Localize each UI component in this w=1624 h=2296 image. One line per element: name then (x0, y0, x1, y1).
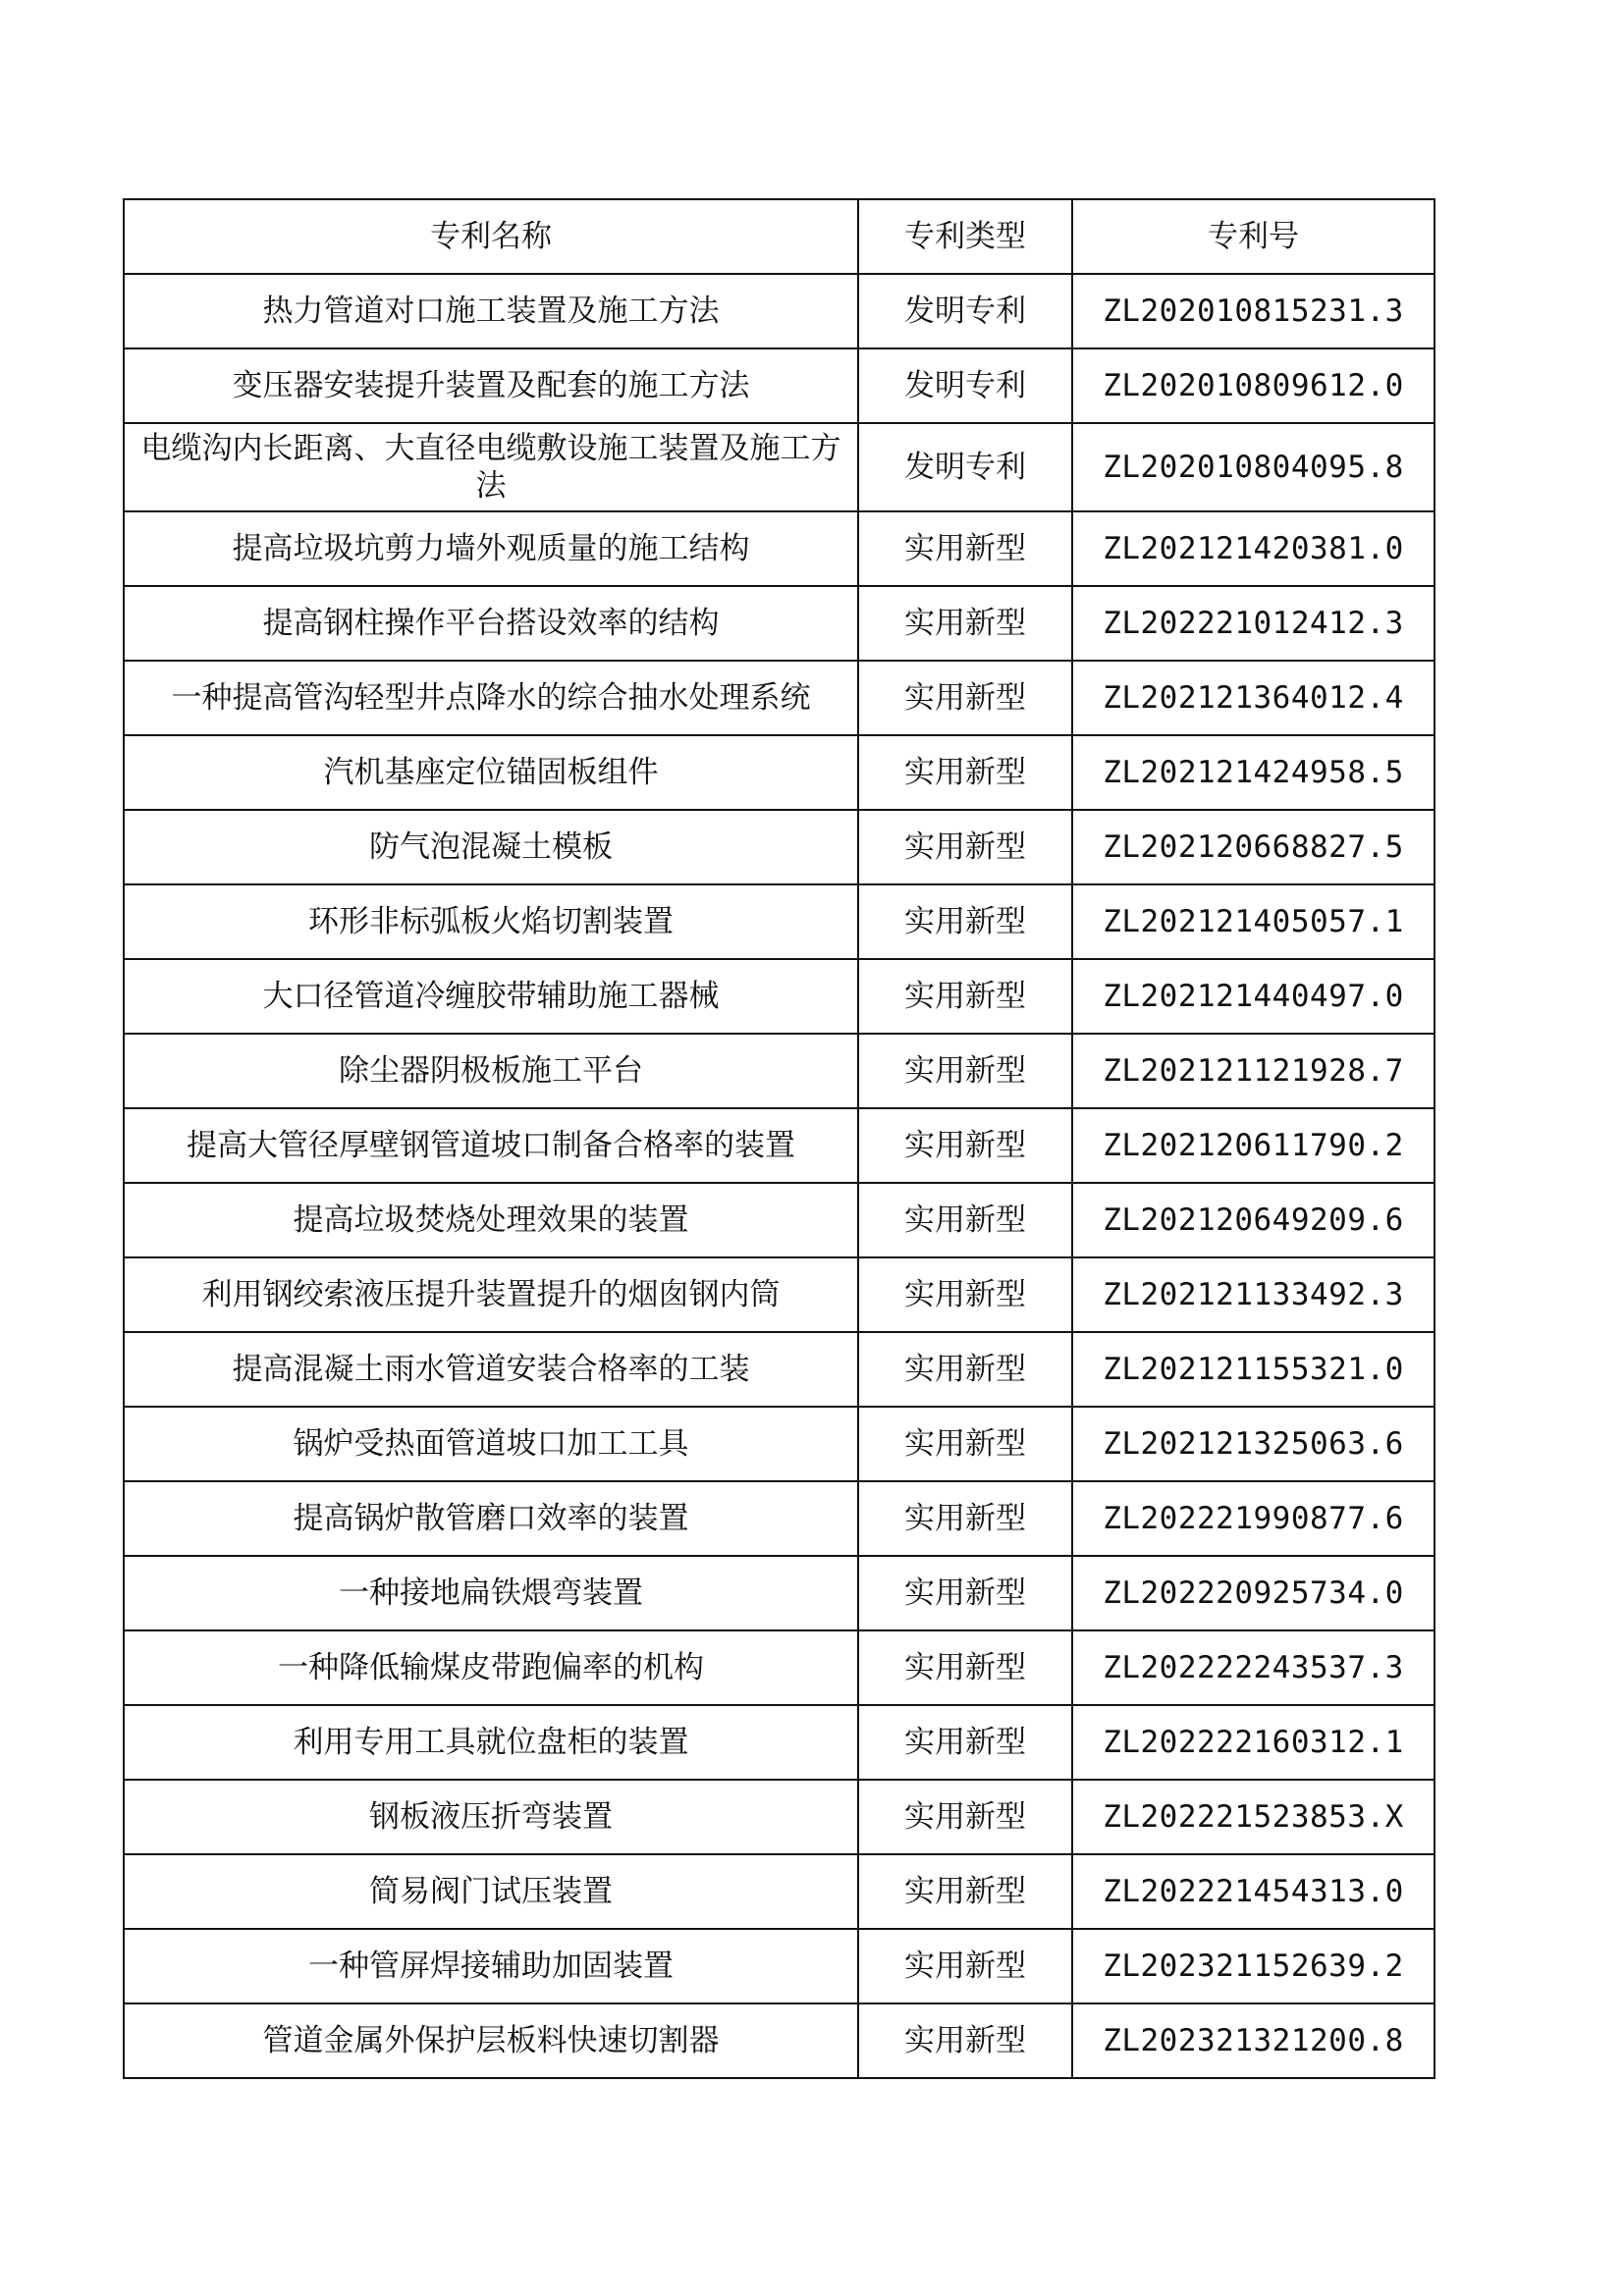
patent-number-cell: ZL202010809612.0 (1072, 348, 1435, 423)
table-row (124, 735, 1435, 810)
table-row (124, 1929, 1435, 2003)
table-row (124, 423, 1435, 511)
table-row (124, 1854, 1435, 1929)
patent-type-cell: 实用新型 (858, 1481, 1072, 1556)
patent-type-cell: 实用新型 (858, 661, 1072, 735)
patent-type-cell: 实用新型 (858, 1780, 1072, 1854)
table-row (124, 661, 1435, 735)
patent-type-cell: 实用新型 (858, 1332, 1072, 1407)
table-row (124, 1481, 1435, 1556)
patent-type-cell: 实用新型 (858, 1183, 1072, 1257)
table-row (124, 586, 1435, 661)
table-header-row (124, 199, 1435, 274)
patent-type-cell: 实用新型 (858, 810, 1072, 884)
patent-name-cell: 一种提高管沟轻型井点降水的综合抽水处理系统 (124, 661, 858, 735)
patent-name-cell: 提高锅炉散管磨口效率的装置 (124, 1481, 858, 1556)
patent-name-cell: 提高垃圾坑剪力墙外观质量的施工结构 (124, 511, 858, 586)
patent-name-cell: 除尘器阴极板施工平台 (124, 1034, 858, 1108)
patent-number-cell: ZL202120668827.5 (1072, 810, 1435, 884)
patent-name-cell: 大口径管道冷缠胶带辅助施工器械 (124, 959, 858, 1034)
patent-type-cell: 实用新型 (858, 1257, 1072, 1332)
patent-number-cell: ZL202221523853.X (1072, 1780, 1435, 1854)
patent-type-cell: 实用新型 (858, 586, 1072, 661)
patent-name-cell: 提高钢柱操作平台搭设效率的结构 (124, 586, 858, 661)
patent-type-cell: 实用新型 (858, 1705, 1072, 1780)
patent-type-cell: 实用新型 (858, 1407, 1072, 1481)
table-row (124, 1034, 1435, 1108)
patent-type-cell: 发明专利 (858, 274, 1072, 348)
patent-type-cell: 发明专利 (858, 348, 1072, 423)
patent-number-cell: ZL202222243537.3 (1072, 1630, 1435, 1705)
table-row (124, 1780, 1435, 1854)
patent-name-cell: 钢板液压折弯装置 (124, 1780, 858, 1854)
patent-type-cell: 实用新型 (858, 1034, 1072, 1108)
patent-type-cell: 发明专利 (858, 423, 1072, 511)
patent-name-cell: 提高混凝土雨水管道安装合格率的工装 (124, 1332, 858, 1407)
patent-number-cell: ZL202220925734.0 (1072, 1556, 1435, 1630)
patent-name-cell: 锅炉受热面管道坡口加工工具 (124, 1407, 858, 1481)
patent-name-cell: 管道金属外保护层板料快速切割器 (124, 2003, 858, 2078)
table-row (124, 1407, 1435, 1481)
patent-number-cell: ZL202121121928.7 (1072, 1034, 1435, 1108)
table-row (124, 348, 1435, 423)
patent-type-cell: 实用新型 (858, 735, 1072, 810)
patent-type-cell: 实用新型 (858, 1108, 1072, 1183)
patent-number-cell: ZL202321321200.8 (1072, 2003, 1435, 2078)
patent-number-cell: ZL202321152639.2 (1072, 1929, 1435, 2003)
patent-type-cell: 实用新型 (858, 959, 1072, 1034)
patent-name-cell: 提高大管径厚壁钢管道坡口制备合格率的装置 (124, 1108, 858, 1183)
patent-name-cell: 提高垃圾焚烧处理效果的装置 (124, 1183, 858, 1257)
patent-type-cell: 实用新型 (858, 1556, 1072, 1630)
patent-name-cell: 变压器安装提升装置及配套的施工方法 (124, 348, 858, 423)
table-row (124, 1183, 1435, 1257)
patent-type-cell: 实用新型 (858, 1929, 1072, 2003)
patent-name-cell: 环形非标弧板火焰切割装置 (124, 884, 858, 959)
patent-name-cell: 一种降低输煤皮带跑偏率的机构 (124, 1630, 858, 1705)
patent-number-cell: ZL202120649209.6 (1072, 1183, 1435, 1257)
table-row (124, 959, 1435, 1034)
header-patent-number: 专利号 (1072, 199, 1435, 274)
patent-number-cell: ZL202121405057.1 (1072, 884, 1435, 959)
patent-type-cell: 实用新型 (858, 2003, 1072, 2078)
table-row (124, 274, 1435, 348)
patent-number-cell: ZL202121364012.4 (1072, 661, 1435, 735)
patent-number-cell: ZL202010815231.3 (1072, 274, 1435, 348)
patent-name-cell: 防气泡混凝土模板 (124, 810, 858, 884)
table-row (124, 884, 1435, 959)
patent-number-cell: ZL202121440497.0 (1072, 959, 1435, 1034)
patent-name-cell: 热力管道对口施工装置及施工方法 (124, 274, 858, 348)
patent-name-cell: 利用专用工具就位盘柜的装置 (124, 1705, 858, 1780)
patent-type-cell: 实用新型 (858, 511, 1072, 586)
header-patent-name: 专利名称 (124, 199, 858, 274)
patent-number-cell: ZL202120611790.2 (1072, 1108, 1435, 1183)
table-row (124, 1332, 1435, 1407)
patent-table (123, 198, 1435, 2079)
table-row (124, 511, 1435, 586)
patent-number-cell: ZL202121325063.6 (1072, 1407, 1435, 1481)
table-row (124, 810, 1435, 884)
patent-name-cell: 汽机基座定位锚固板组件 (124, 735, 858, 810)
patent-name-cell: 利用钢绞索液压提升装置提升的烟囱钢内筒 (124, 1257, 858, 1332)
table-row (124, 1630, 1435, 1705)
patent-number-cell: ZL202121424958.5 (1072, 735, 1435, 810)
patent-type-cell: 实用新型 (858, 1854, 1072, 1929)
patent-number-cell: ZL202121133492.3 (1072, 1257, 1435, 1332)
patent-name-cell: 电缆沟内长距离、大直径电缆敷设施工装置及施工方法 (124, 423, 858, 511)
patent-type-cell: 实用新型 (858, 884, 1072, 959)
table-row (124, 1108, 1435, 1183)
table-row (124, 1257, 1435, 1332)
table-row (124, 1705, 1435, 1780)
patent-name-cell: 一种管屏焊接辅助加固装置 (124, 1929, 858, 2003)
patent-number-cell: ZL202222160312.1 (1072, 1705, 1435, 1780)
patent-number-cell: ZL202121420381.0 (1072, 511, 1435, 586)
patent-name-cell: 一种接地扁铁煨弯装置 (124, 1556, 858, 1630)
patent-number-cell: ZL202221012412.3 (1072, 586, 1435, 661)
patent-name-cell: 简易阀门试压装置 (124, 1854, 858, 1929)
table-row (124, 1556, 1435, 1630)
patent-number-cell: ZL202221990877.6 (1072, 1481, 1435, 1556)
patent-type-cell: 实用新型 (858, 1630, 1072, 1705)
patent-number-cell: ZL202221454313.0 (1072, 1854, 1435, 1929)
header-patent-type: 专利类型 (858, 199, 1072, 274)
patent-number-cell: ZL202121155321.0 (1072, 1332, 1435, 1407)
patent-number-cell: ZL202010804095.8 (1072, 423, 1435, 511)
table-row (124, 2003, 1435, 2078)
